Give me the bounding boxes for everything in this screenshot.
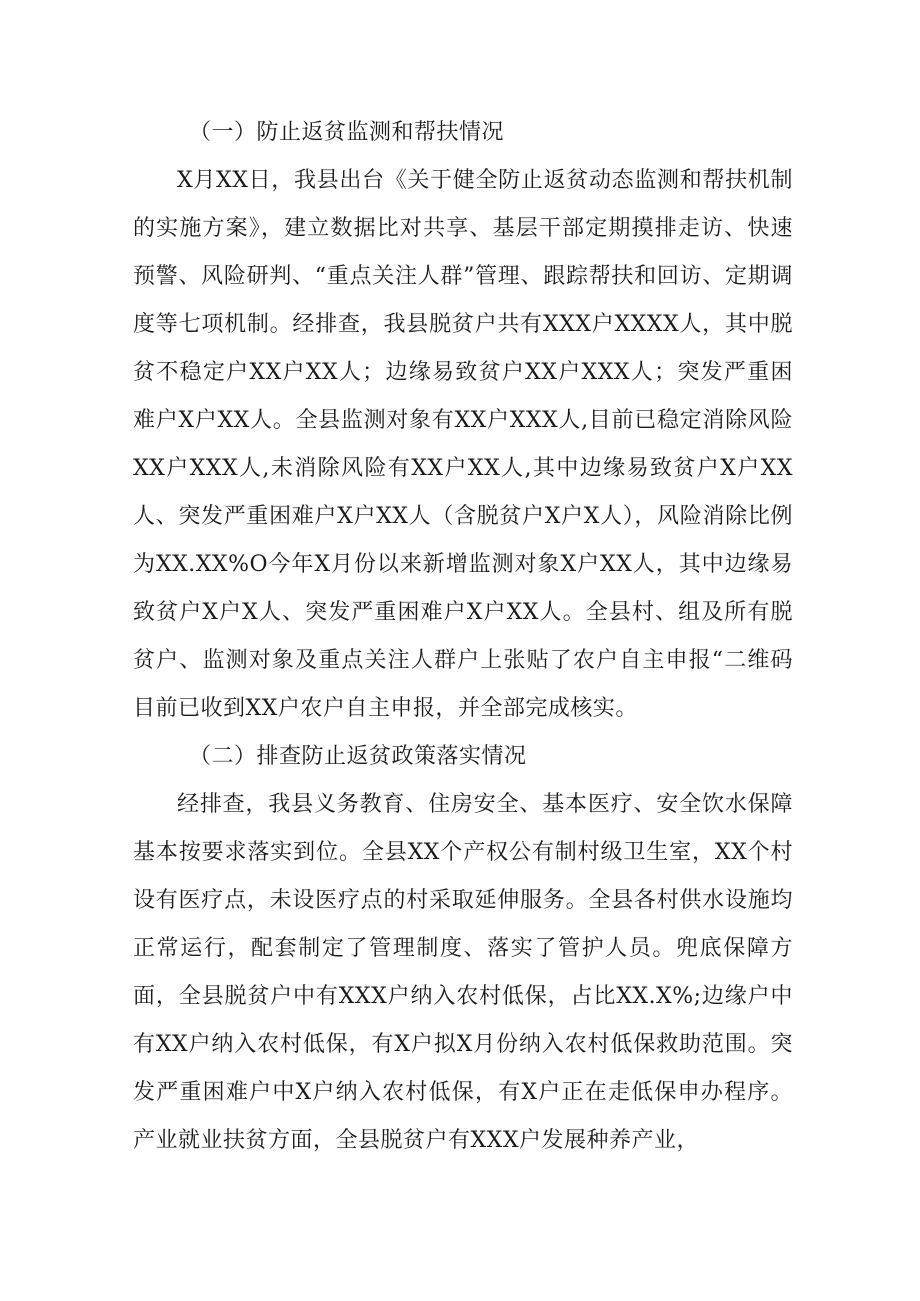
section-heading-1: （一）防止返贫监测和帮扶情况 xyxy=(189,120,505,145)
document-body xyxy=(133,109,793,1165)
section-paragraph-1: X月XX日，我县出台《关于健全防止返贫动态监测和帮扶机制的实施方案》，建立数据比对共享、基层干部定期摸排走访、快速预警、风险研判、“重点关注人群”管理、跟踪帮扶和回访、定期调度等七项机制。经排查，我县脱贫户共有XXX户XXXX人，其中脱贫不稳定户XX户XX人；边缘易致贫户XX户XXX人；突发严重困难户X户XX人。全县监测对象有XX户XXX人,目前已稳定消除风险XX户XXX人,未消除风险有XX户XX人,其中边缘易致贫户X户XX人、突发严重困难户X户XX人（含脱贫户X户X人），风险消除比例为XX.XX%O今年X月份以来新增监测对象X户XX人，其中边缘易致贫户X户X人、突发严重困难户X户XX人。全县村、组及所有脱贫户、监测对象及重点关注人群户上张贴了农户自主申报“二维码目前已收到XX户农户自主申报，并全部完成核实。 xyxy=(133,168,794,721)
section-paragraph-2: 经排查，我县义务教育、住房安全、基本医疗、安全饮水保障基本按要求落实到位。全县XX个产权公有制村级卫生室，XX个村设有医疗点，未设医疗点的村采取延伸服务。全县各村供水设施均正常运行，配套制定了管理制度、落实了管护人员。兜底保障方面，全县脱贫户中有XXX户纳入农村低保，占比XX.X%;边缘户中有XX户纳入农村低保，有X户拟X月份纳入农村低保救助范围。突发严重困难户中X户纳入农村低保，有X户正在走低保申办程序。产业就业扶贫方面，全县脱贫户有XXX户发展种养产业， xyxy=(133,792,793,1153)
section-heading-2: （二）排查防止返贫政策落实情况 xyxy=(189,744,527,769)
